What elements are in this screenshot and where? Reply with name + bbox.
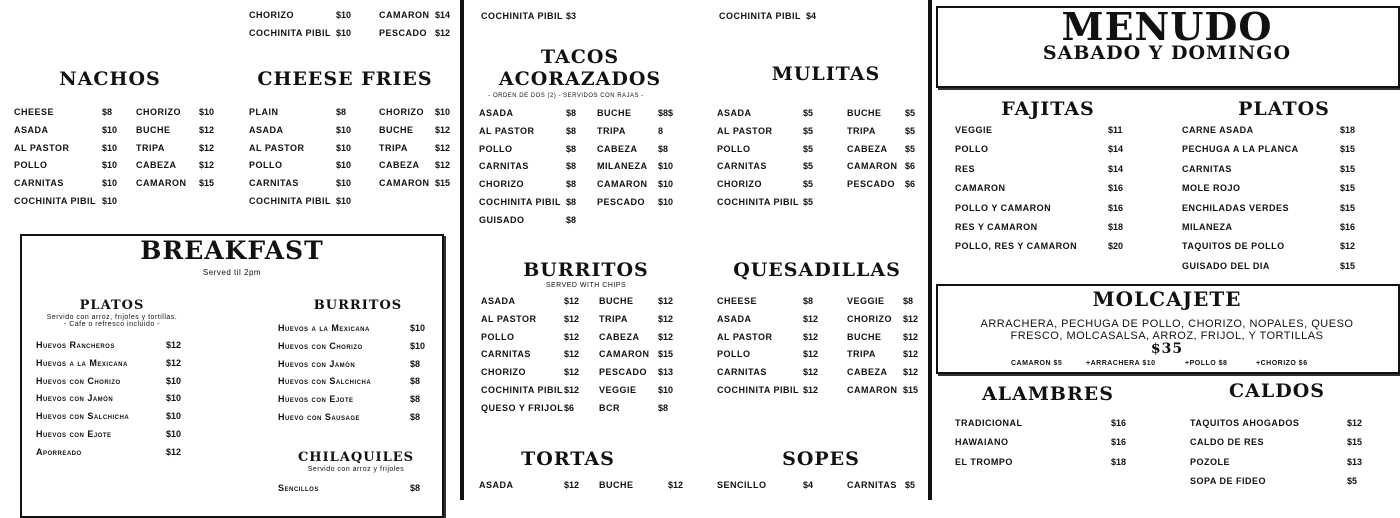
menu-item-price: $10 — [435, 107, 451, 117]
menu-item-name: CHORIZO — [481, 367, 526, 378]
menu-item-name: POLLO — [14, 160, 48, 171]
menu-item-price: $16 — [1111, 437, 1127, 448]
menu-item-price: $10 — [658, 179, 674, 190]
menu-item-name: VEGGIE — [955, 125, 993, 135]
menu-item-name: AL PASTOR — [717, 125, 773, 136]
menu-item-name: Huevos con Chorizo — [278, 340, 363, 351]
menu-item-price: $5 — [1347, 476, 1358, 487]
menu-item-name: MOLE ROJO — [1182, 183, 1241, 194]
molcajete-addon: +POLLO $8 — [1185, 360, 1228, 367]
menu-item-price: $10 — [410, 323, 426, 333]
menu-item-price: $3 — [566, 11, 577, 21]
menu-item-name: CHORIZO — [479, 179, 524, 190]
menu-item-price: $20 — [1108, 241, 1124, 252]
menu-item-price: $12 — [1347, 418, 1363, 428]
menu-item-price: $16 — [1340, 222, 1356, 232]
menu-item-price: $10 — [658, 197, 674, 207]
menu-item-price: $12 — [199, 160, 215, 171]
tacos-note: - ORDEN DE DOS (2) - SERVIDOS CON RAJAS - — [488, 93, 644, 99]
menu-item-name: MILANEZA — [1182, 222, 1233, 232]
menu-item-price: $6 — [905, 179, 916, 190]
section-title-sopes: SOPES — [782, 448, 860, 470]
section-title-tacos: TACOS — [540, 46, 620, 68]
menu-item-name: ENCHILADAS VERDES — [1182, 202, 1290, 213]
menu-item-price: 8 — [658, 125, 664, 136]
menu-item-price: $12 — [199, 124, 215, 135]
menu-item-price: $12 — [166, 357, 182, 368]
menu-item-price: $15 — [1340, 144, 1356, 155]
menu-item-price: $12 — [435, 142, 451, 153]
menu-item-price: $5 — [905, 125, 916, 136]
menu-item-name: PESCADO — [599, 367, 648, 378]
menu-item-name: TRIPA — [597, 125, 626, 136]
menu-item-price: $12 — [435, 28, 451, 38]
menu-item-price: $15 — [658, 349, 674, 360]
menu-item-name: Aporreado — [36, 446, 82, 457]
menu-item-price: $8 — [658, 402, 669, 413]
breakfast-subtitle: Served til 2pm — [202, 268, 262, 277]
menu-item-name: POLLO — [717, 143, 751, 154]
section-title-molcajete: MOLCAJETE — [1092, 287, 1242, 311]
menu-item-price: $10 — [336, 160, 352, 171]
menu-item-name: SENCILLO — [717, 480, 767, 490]
menu-item-name: HAWAIANO — [955, 437, 1009, 448]
menu-item-price: $10 — [336, 124, 352, 135]
menu-item-name: CAMARON — [847, 385, 898, 395]
menu-item-price: $15 — [1347, 437, 1363, 448]
menu-item-name: CHORIZO — [136, 107, 181, 117]
menu-item-price: $12 — [166, 340, 182, 350]
menu-item-name: Huevos con Ejote — [278, 394, 354, 405]
menu-item-name: ASADA — [479, 108, 514, 118]
menu-item-name: RES Y CAMARON — [955, 222, 1038, 232]
menu-item-name: POLLO — [479, 143, 513, 154]
menu-item-price: $8 — [410, 376, 421, 387]
menu-item-price: $10 — [166, 429, 182, 439]
menu-item-name: BUCHE — [847, 331, 882, 342]
menu-item-price: $5 — [803, 197, 814, 207]
menu-item-price: $18 — [1111, 456, 1127, 467]
menu-item-price: $15 — [435, 178, 451, 189]
menu-item-price: $10 — [410, 340, 426, 351]
menu-item-price: $5 — [803, 125, 814, 136]
menu-item-name: CARNITAS — [717, 367, 767, 378]
menu-item-name: CHORIZO — [249, 10, 294, 20]
menu-item-name: CABEZA — [847, 367, 888, 378]
menu-item-name: AL PASTOR — [249, 142, 305, 153]
section-title-nachos: NACHOS — [59, 68, 161, 90]
menu-item-price: $8 — [803, 296, 814, 306]
menu-item-price: $10 — [102, 124, 118, 135]
menudo-subtitle: SABADO Y DOMINGO — [1042, 42, 1292, 64]
section-title-platos: PLATOS — [79, 298, 145, 313]
menu-item-price: $4 — [803, 480, 814, 490]
menu-item-name: VEGGIE — [599, 385, 637, 395]
menu-item-price: $12 — [668, 480, 684, 490]
menu-item-name: POLLO — [955, 144, 989, 155]
menu-item-name: ASADA — [717, 108, 752, 118]
menu-item-name: CARNITAS — [14, 178, 64, 189]
menu-item-price: $12 — [166, 446, 182, 457]
menu-item-name: PESCADO — [847, 179, 896, 190]
menu-item-name: Huevos con Salchicha — [278, 376, 372, 387]
menu-item-price: $12 — [564, 349, 580, 360]
menu-item-price: $10 — [336, 178, 352, 189]
menu-item-name: CAMARON — [599, 349, 650, 360]
menu-item-price: $8 — [566, 125, 577, 136]
menu-item-name: BUCHE — [136, 124, 171, 135]
menu-item-name: Huevos a la Mexicana — [278, 323, 370, 333]
menu-item-price: $10 — [658, 161, 674, 172]
menu-item-price: $15 — [1340, 202, 1356, 213]
menu-item-name: GUISADO — [479, 214, 525, 225]
menu-item-name: TRIPA — [599, 313, 628, 324]
menu-item-price: $10 — [166, 411, 182, 422]
menu-item-price: $16 — [1108, 183, 1124, 194]
menu-item-price: $8 — [336, 107, 347, 117]
menu-item-name: SOPA DE FIDEO — [1190, 476, 1267, 487]
menu-item-price: $12 — [803, 331, 819, 342]
menu-item-name: Huevos a la Mexicana — [36, 357, 128, 368]
menu-item-name: COCHINITA PIBIL — [479, 197, 561, 207]
menu-item-price: $18 — [1108, 222, 1124, 232]
menu-item-name: CAMARON — [136, 178, 187, 189]
menu-item-price: $12 — [435, 160, 451, 171]
menu-item-price: $6 — [564, 402, 575, 413]
menu-item-price: $13 — [1347, 456, 1363, 467]
menu-item-name: COCHINITA PIBIL — [719, 11, 801, 21]
menu-item-price: $4 — [806, 11, 817, 21]
menu-item-price: $5 — [803, 161, 814, 172]
menu-item-name: PESCADO — [379, 28, 428, 38]
menu-item-name: CAMARON — [597, 179, 648, 190]
menu-item-name: AL PASTOR — [481, 313, 537, 324]
molcajete-description: ARRACHERA, PECHUGA DE POLLO, CHORIZO, NOPALES, QUESO — [980, 318, 1354, 330]
menu-item-name: Huevo con Sausage — [278, 412, 361, 422]
menu-item-price: $12 — [658, 331, 674, 342]
menu-item-price: $8 — [410, 358, 421, 369]
menu-item-price: $13 — [658, 367, 674, 378]
menu-item-price: $14 — [1108, 163, 1124, 174]
menu-item-price: $12 — [564, 296, 580, 306]
menu-item-name: CHORIZO — [717, 179, 762, 190]
menu-item-name: CAMARON — [955, 183, 1006, 194]
menu-item-name: TAQUITOS DE POLLO — [1182, 241, 1285, 252]
menu-item-name: POLLO, RES Y CAMARON — [955, 241, 1078, 252]
section-title-burritos-center: BURRITOS — [523, 259, 649, 281]
menu-item-price: $8 — [903, 296, 914, 306]
menu-item-name: GUISADO DEL DIA — [1182, 260, 1270, 271]
section-title-caldos: CALDOS — [1229, 380, 1325, 402]
menu-item-price: $5 — [803, 143, 814, 154]
menu-item-name: CHORIZO — [379, 107, 424, 117]
menu-item-price: $8 — [566, 161, 577, 172]
molcajete-addon: +CHORIZO $6 — [1256, 360, 1308, 367]
section-title-fajitas: FAJITAS — [1001, 98, 1095, 120]
section-title-mulitas: MULITAS — [771, 63, 881, 85]
menu-item-name: ASADA — [14, 124, 49, 135]
menu-item-name: BUCHE — [847, 108, 882, 118]
menu-item-price: $10 — [336, 142, 352, 153]
menu-item-name: BUCHE — [599, 480, 634, 490]
menu-item-price: $8 — [102, 107, 113, 117]
menu-item-name: POLLO — [717, 349, 751, 360]
menu-item-name: CABEZA — [379, 160, 420, 171]
menu-item-price: $16 — [1111, 418, 1127, 428]
molcajete-addon: +ARRACHERA $10 — [1086, 360, 1156, 367]
menu-item-name: TRIPA — [847, 125, 876, 136]
platos-note: Servido con arroz, frijoles y tortillas. — [46, 314, 178, 321]
menu-item-price: $6 — [905, 161, 916, 172]
menu-item-price: $12 — [1340, 241, 1356, 252]
menu-item-price: $16 — [1108, 202, 1124, 213]
menu-item-price: $14 — [1108, 144, 1124, 155]
menu-item-name: CABEZA — [136, 160, 177, 171]
menu-item-name: CAMARON — [379, 178, 430, 189]
panel-divider — [928, 0, 932, 500]
menu-item-price: $8 — [410, 412, 421, 422]
menu-item-price: $10 — [166, 393, 182, 404]
menu-item-price: $15 — [199, 178, 215, 189]
menu-item-name: CARNITAS — [1182, 163, 1232, 174]
menu-item-name: CAMARON — [847, 161, 898, 172]
menu-item-name: Huevos con Chorizo — [36, 375, 121, 386]
section-title-chilaquiles: CHILAQUILES — [297, 450, 415, 465]
menu-item-price: $8 — [566, 197, 577, 207]
menu-item-price: $14 — [435, 10, 451, 20]
chilaquiles-note: Servido con arroz y frijoles — [307, 466, 405, 473]
section-title-alambres: ALAMBRES — [982, 383, 1114, 405]
menu-item-name: EL TROMPO — [955, 456, 1013, 467]
menu-item-price: $8 — [566, 108, 577, 118]
menu-item-price: $15 — [1340, 260, 1356, 271]
menu-item-name: BUCHE — [379, 124, 414, 135]
menu-item-price: $10 — [102, 160, 118, 171]
menu-item-name: CARNITAS — [479, 161, 529, 172]
menu-item-price: $8 — [658, 143, 669, 154]
section-title-platos-right: PLATOS — [1238, 98, 1330, 120]
menu-item-name: Huevos Rancheros — [36, 340, 115, 350]
menu-item-name: BCR — [599, 402, 620, 413]
section-title-burritos: BURRITOS — [313, 298, 403, 313]
menu-item-price: $5 — [905, 143, 916, 154]
menu-item-price: $12 — [803, 367, 819, 378]
menu-item-name: BUCHE — [599, 296, 634, 306]
menu-item-name: AL PASTOR — [717, 331, 773, 342]
menu-item-name: COCHINITA PIBIL — [717, 385, 799, 395]
menu-item-price: $12 — [435, 124, 451, 135]
menu-item-name: Huevos con Jamón — [36, 393, 114, 404]
menu-item-name: PLAIN — [249, 107, 279, 117]
menu-item-name: TRADICIONAL — [955, 418, 1023, 428]
molcajete-addon: CAMARON $5 — [1011, 360, 1063, 367]
menu-item-price: $5 — [905, 480, 916, 490]
section-title-quesadillas: QUESADILLAS — [733, 259, 901, 281]
menu-item-name: BUCHE — [597, 108, 632, 118]
section-title-breakfast: BREAKFAST — [140, 236, 324, 265]
menu-item-price: $5 — [905, 108, 916, 118]
menu-item-name: CABEZA — [597, 143, 638, 154]
menu-item-price: $15 — [1340, 163, 1356, 174]
menu-item-name: CALDO DE RES — [1190, 437, 1265, 448]
menu-item-price: $10 — [166, 375, 182, 386]
menu-item-name: Huevos con Salchicha — [36, 411, 130, 422]
menu-item-price: $12 — [903, 331, 919, 342]
menu-item-name: POLLO — [249, 160, 283, 171]
menu-item-price: $8 — [566, 214, 577, 225]
menu-item-price: $12 — [903, 349, 919, 360]
menu-item-price: $12 — [564, 385, 580, 395]
section-title-tacos: ACORAZADOS — [498, 68, 662, 90]
menu-item-price: $5 — [803, 108, 814, 118]
menu-item-price: $8 — [566, 179, 577, 190]
menu-item-name: QUESO Y FRIJOL — [481, 402, 564, 413]
menu-item-price: $8$ — [658, 108, 674, 118]
menu-item-price: $12 — [564, 331, 580, 342]
menu-item-price: $12 — [803, 385, 819, 395]
menu-item-name: AL PASTOR — [479, 125, 535, 136]
menu-item-name: CAMARON — [379, 10, 430, 20]
menu-item-price: $12 — [564, 480, 580, 490]
menu-item-name: CARNITAS — [249, 178, 299, 189]
menu-item-price: $8 — [410, 394, 421, 405]
menu-item-price: $15 — [1340, 183, 1356, 194]
menu-item-name: ASADA — [481, 296, 516, 306]
menu-item-name: ASADA — [249, 124, 284, 135]
section-title-tortas: TORTAS — [521, 448, 615, 470]
menu-item-price: $10 — [199, 107, 215, 117]
menu-item-name: POLLO Y CAMARON — [955, 202, 1052, 213]
menu-item-price: $10 — [658, 385, 674, 395]
menu-item-name: PESCADO — [597, 197, 646, 207]
menu-item-name: CARNE ASADA — [1182, 125, 1254, 135]
menu-item-name: TRIPA — [847, 349, 876, 360]
menu-item-price: $12 — [903, 367, 919, 378]
menu-item-price: $10 — [336, 196, 352, 206]
menu-item-price: $10 — [336, 10, 352, 20]
menu-item-price: $12 — [658, 296, 674, 306]
menu-item-name: CARNITAS — [717, 161, 767, 172]
menu-item-name: ASADA — [717, 313, 752, 324]
menu-item-price: $10 — [102, 142, 118, 153]
menu-item-name: Sencillos — [278, 483, 319, 493]
section-title-menudo: MENUDO — [1061, 4, 1273, 49]
molcajete-price: $35 — [1150, 341, 1184, 357]
menu-item-name: CHORIZO — [847, 313, 892, 324]
menu-item-name: CARNITAS — [847, 480, 897, 490]
menu-item-price: $8 — [410, 483, 421, 493]
menu-item-name: Huevos con Ejote — [36, 429, 112, 439]
menu-item-name: POLLO — [481, 331, 515, 342]
menu-item-name: RES — [955, 163, 976, 174]
menu-item-price: $15 — [903, 385, 919, 395]
menu-item-price: $10 — [336, 28, 352, 38]
platos-note: - Cafe o refresco incluido - — [63, 321, 161, 328]
menu-item-name: POZOLE — [1190, 456, 1231, 467]
menu-item-price: $12 — [658, 313, 674, 324]
burritos-note: SERVED WITH CHIPS — [545, 282, 627, 289]
menu-item-name: Huevos con Jamón — [278, 358, 356, 369]
menu-item-name: COCHINITA PIBIL — [14, 196, 96, 206]
menu-item-price: $12 — [564, 367, 580, 378]
menu-item-name: COCHINITA PIBIL — [481, 385, 563, 395]
menu-item-name: CABEZA — [847, 143, 888, 154]
menu-item-name: CABEZA — [599, 331, 640, 342]
menu-item-name: VEGGIE — [847, 296, 885, 306]
menu-item-name: COCHINITA PIBIL — [717, 197, 799, 207]
molcajete-description: FRESCO, MOLCASALSA, ARROZ, FRIJOL, Y TORTILLAS — [1010, 330, 1324, 342]
menu-item-name: COCHINITA PIBIL — [249, 196, 331, 206]
menu-item-price: $12 — [564, 313, 580, 324]
menu-item-price: $18 — [1340, 125, 1356, 135]
menu-item-price: $12 — [199, 142, 215, 153]
menu-item-name: PECHUGA A LA PLANCA — [1182, 144, 1299, 155]
menu-item-name: ASADA — [479, 480, 514, 490]
menu-item-name: AL PASTOR — [14, 142, 70, 153]
menu-item-price: $12 — [803, 313, 819, 324]
menu-item-name: TAQUITOS AHOGADOS — [1190, 418, 1300, 428]
menu-item-name: MILANEZA — [597, 161, 648, 172]
menu-item-name: COCHINITA PIBIL — [249, 28, 331, 38]
menu-item-price: $8 — [566, 143, 577, 154]
menu-item-name: CARNITAS — [481, 349, 531, 360]
menu-item-name: TRIPA — [379, 142, 408, 153]
section-title-cheese-fries: CHEESE FRIES — [257, 68, 433, 90]
menu-item-name: CHEESE — [14, 107, 55, 117]
panel-divider — [460, 0, 464, 500]
menu-item-name: COCHINITA PIBIL — [481, 11, 563, 21]
menu-item-name: TRIPA — [136, 142, 165, 153]
menu-item-price: $10 — [102, 178, 118, 189]
menu-item-price: $11 — [1108, 125, 1123, 135]
menu-item-price: $12 — [903, 313, 919, 324]
menu-item-price: $5 — [803, 179, 814, 190]
menu-item-name: CHEESE — [717, 296, 758, 306]
menu-item-price: $12 — [803, 349, 819, 360]
menu-item-price: $10 — [102, 196, 118, 206]
